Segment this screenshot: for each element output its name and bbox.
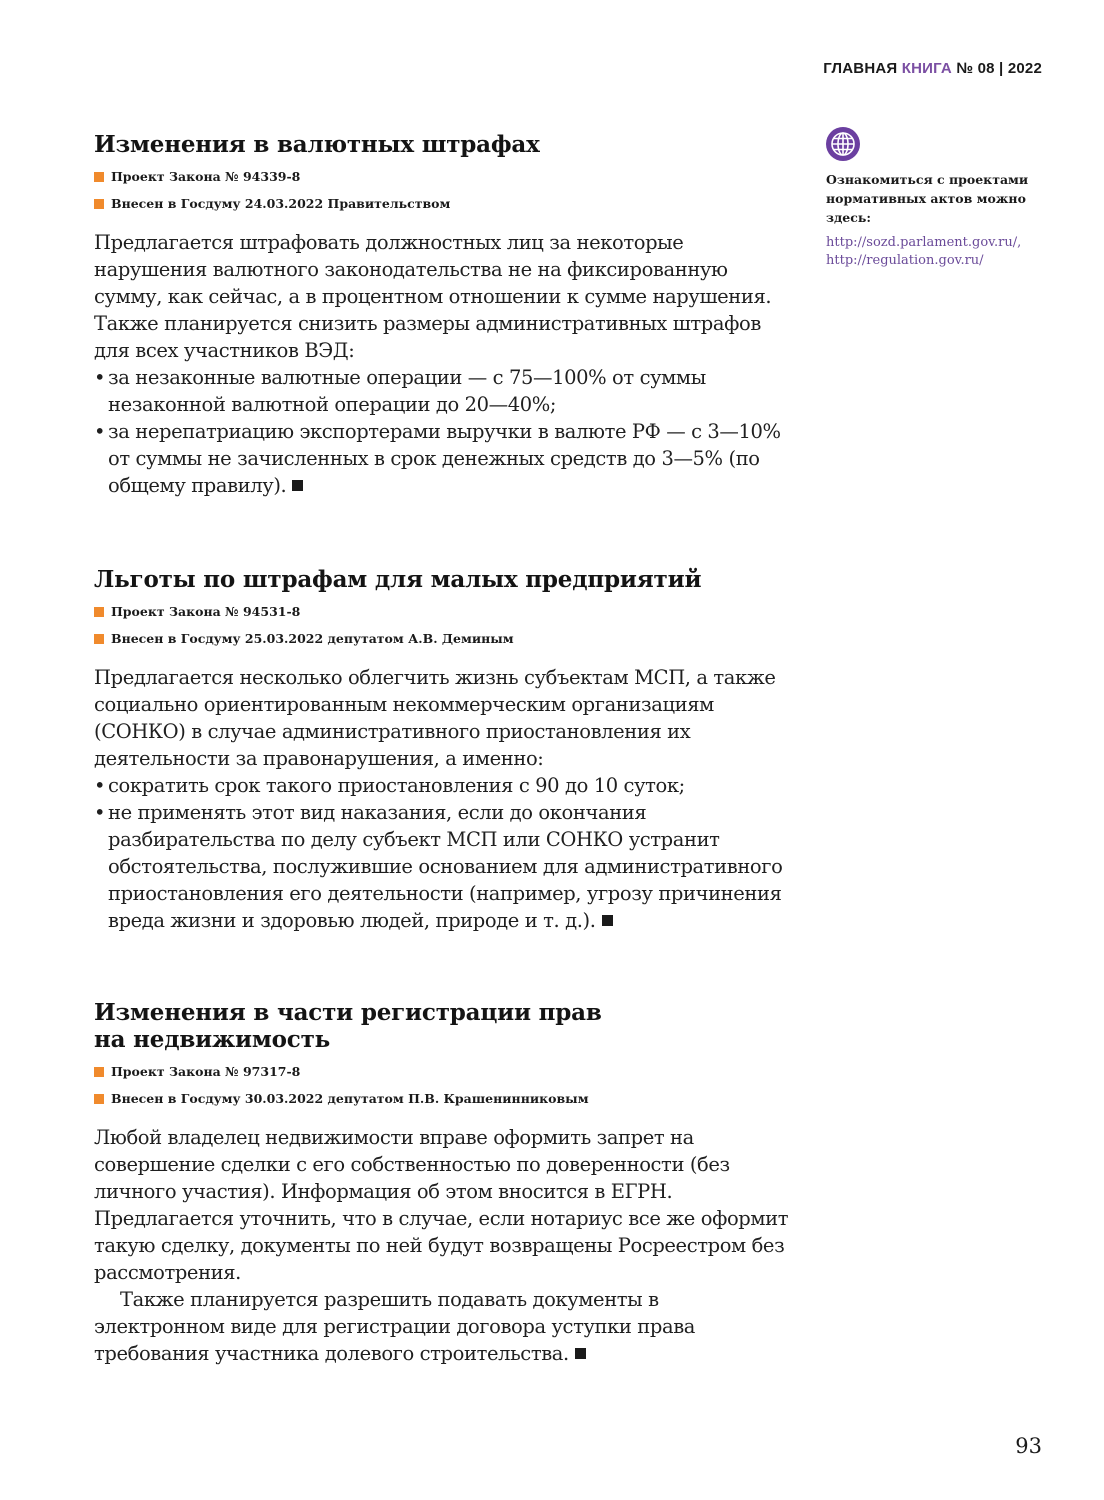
list-item: • не применять этот вид наказания, если до окончания разбирательства по делу субъект МСП или СОНКО устранит обстоятельства, послужившие основанием для административного приостановления его деятельности (например, угрозу причинения вреда жизни и здоровью людей, природе и т. д.). bbox=[94, 799, 794, 934]
sidebar-links bbox=[826, 234, 1056, 270]
paragraph: Предлагается несколько облегчить жизнь субъектам МСП, а также социально ориентированным некоммерческим организациям (СОНКО) в случае административного приостановления их деятельности за правонарушения, а именно: bbox=[94, 666, 776, 770]
brand-main: ГЛАВНАЯ bbox=[823, 60, 898, 77]
orange-square-icon bbox=[94, 199, 104, 209]
end-mark-icon bbox=[292, 480, 303, 491]
issue-number: № 08 | 2022 bbox=[956, 60, 1042, 77]
page-number: 93 bbox=[1015, 1434, 1042, 1458]
list-item: • сократить срок такого приостановления с 90 до 10 суток; bbox=[94, 772, 794, 799]
section-body bbox=[94, 229, 794, 499]
sidebar-text: Ознакомиться с проектами нормативных актов можно здесь: bbox=[826, 172, 1029, 225]
paragraph: Предлагается штрафовать должностных лиц за некоторые нарушения валютного законодательства не на фиксированную сумму, как сейчас, а в процентном отношении к сумме нарушения. Также планируется снизить размеры административных штрафов для всех участников ВЭД: bbox=[94, 231, 772, 362]
section-body bbox=[94, 1124, 794, 1367]
section-currency-fines bbox=[94, 131, 794, 499]
bill-meta bbox=[94, 169, 794, 211]
paragraph: Также планируется разрешить подавать документы в электронном виде для регистрации договора уступки права требования участника долевого строительства. bbox=[94, 1288, 696, 1365]
link-sozd[interactable]: http://sozd.parlament.gov.ru/, bbox=[826, 235, 1022, 250]
orange-square-icon bbox=[94, 1067, 104, 1077]
end-mark-icon bbox=[602, 915, 613, 926]
bill-number: Проект Закона № 97317-8 bbox=[94, 1064, 794, 1079]
bill-submitted: Внесен в Госдуму 25.03.2022 депутатом А.В. Деминым bbox=[94, 631, 794, 646]
orange-square-icon bbox=[94, 1094, 104, 1104]
section-title: Льготы по штрафам для малых предприятий bbox=[94, 566, 702, 593]
brand-accent: КНИГА bbox=[901, 60, 952, 77]
globe-icon bbox=[826, 127, 860, 161]
list-item: • за незаконные валютные операции — с 75—100% от суммы незаконной валютной операции до 20—40%; bbox=[94, 364, 794, 418]
section-small-business bbox=[94, 566, 794, 934]
orange-square-icon bbox=[94, 172, 104, 182]
sidebar-note bbox=[826, 127, 1056, 270]
bill-submitted: Внесен в Госдуму 24.03.2022 Правительством bbox=[94, 196, 794, 211]
orange-square-icon bbox=[94, 634, 104, 644]
paragraph: Любой владелец недвижимости вправе оформить запрет на совершение сделки с его собственностью по доверенности (без личного участия). Информация об этом вносится в ЕГРН. Предлагается уточнить, что в случае, если нотариус все же оформит такую сделку, документы по ней будут возвращены Росреестром без рассмотрения. bbox=[94, 1126, 789, 1284]
link-regulation[interactable]: http://regulation.gov.ru/ bbox=[826, 253, 984, 268]
orange-square-icon bbox=[94, 607, 104, 617]
bill-submitted: Внесен в Госдуму 30.03.2022 депутатом П.В. Крашенинниковым bbox=[94, 1091, 794, 1106]
section-body bbox=[94, 664, 794, 934]
section-title: Изменения в части регистрации прав на недвижимость bbox=[94, 999, 602, 1053]
end-mark-icon bbox=[575, 1348, 586, 1359]
section-title: Изменения в валютных штрафах bbox=[94, 131, 540, 158]
bill-meta bbox=[94, 604, 794, 646]
bill-number: Проект Закона № 94339-8 bbox=[94, 169, 794, 184]
bill-number: Проект Закона № 94531-8 bbox=[94, 604, 794, 619]
masthead bbox=[823, 60, 1042, 77]
section-real-estate bbox=[94, 999, 794, 1367]
list-item: • за нерепатриацию экспортерами выручки в валюте РФ — с 3—10% от суммы не зачисленных в срок денежных средств до 3—5% (по общему правилу). bbox=[94, 418, 794, 499]
bill-meta bbox=[94, 1064, 794, 1106]
